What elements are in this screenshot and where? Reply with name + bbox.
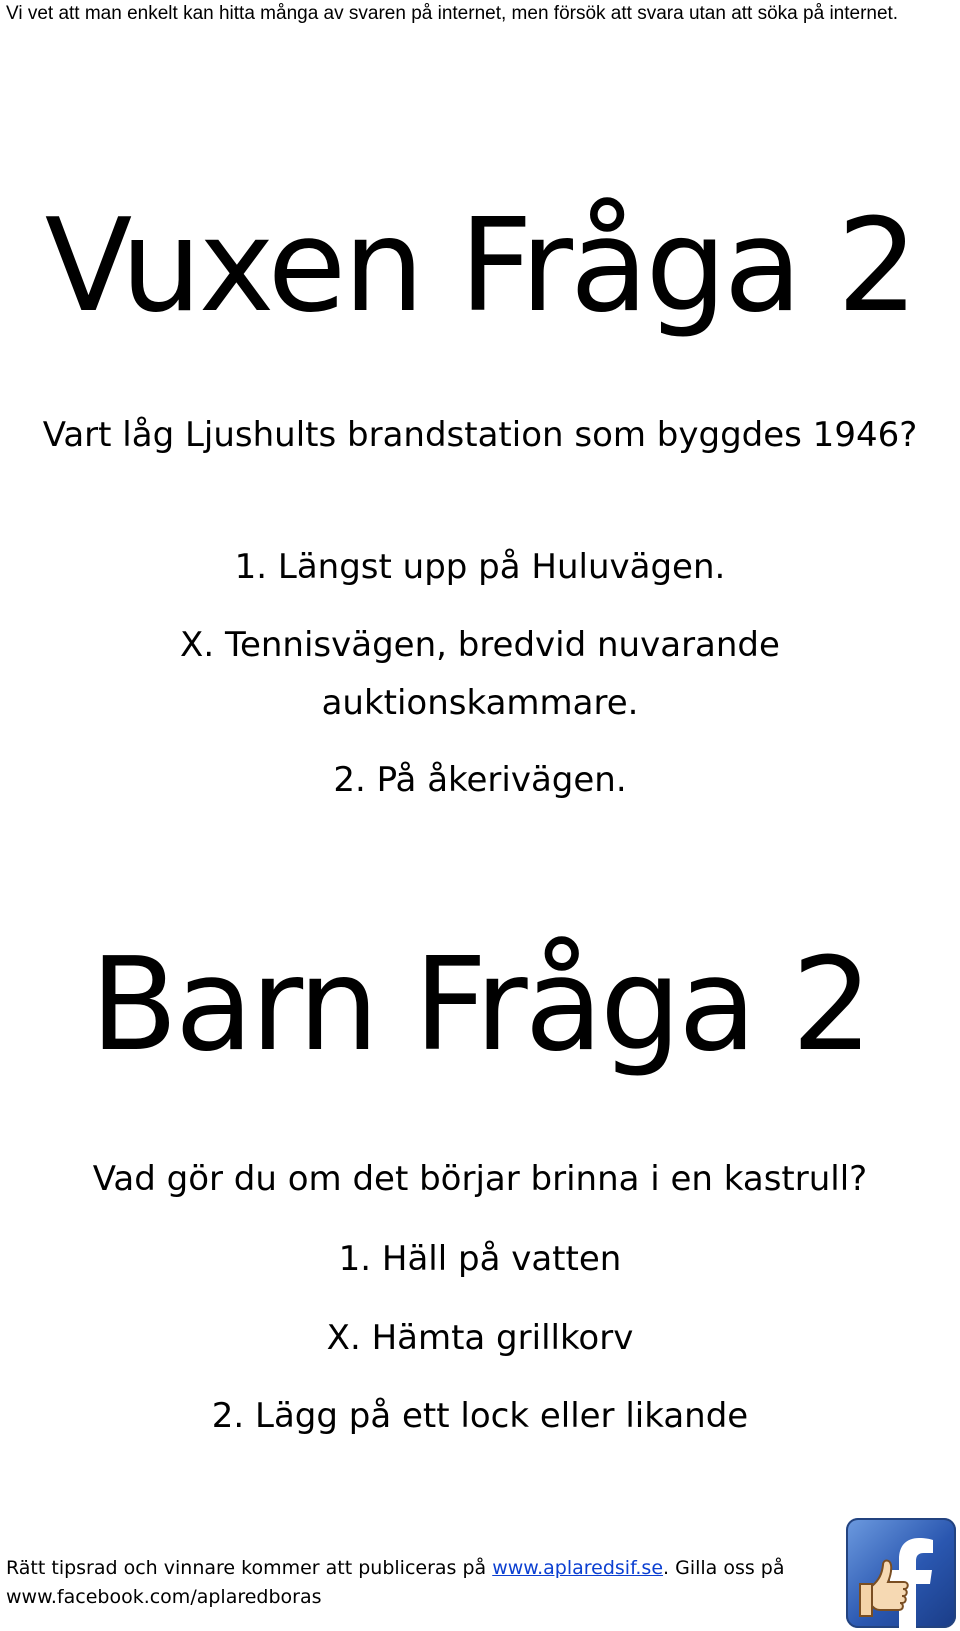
footer [6, 1554, 826, 1612]
website-link[interactable]: www.aplaredsif.se [492, 1557, 664, 1579]
adult-question-text: Vart låg Ljushults brandstation som byggdes 1946? [42, 415, 918, 455]
facebook-like-icon-graphic [846, 1518, 956, 1628]
facebook-url-text: www.facebook.com/aplaredboras [6, 1586, 322, 1608]
footer-line-1 [6, 1554, 826, 1583]
child-option-1: 1. Häll på vatten [338, 1239, 622, 1279]
child-option-2: 2. Lägg på ett lock eller likande [211, 1396, 749, 1436]
footer-text-before-link: Rätt tipsrad och vinnare kommer att publiceras på [6, 1557, 493, 1579]
adult-question-heading: Vuxen Fråga 2 [44, 192, 916, 341]
adult-option-1: 1. Längst upp på Huluvägen. [234, 547, 726, 587]
child-option-x: X. Hämta grillkorv [326, 1318, 634, 1358]
footer-text-after-link: . Gilla oss på [663, 1557, 785, 1579]
adult-option-x-line1: X. Tennisvägen, bredvid nuvarande [180, 625, 780, 665]
child-question-heading: Barn Fråga 2 [90, 931, 870, 1080]
child-question-text: Vad gör du om det börjar brinna i en kastrull? [92, 1159, 868, 1199]
facebook-like-icon[interactable] [846, 1518, 956, 1628]
adult-option-2: 2. På åkerivägen. [333, 760, 627, 800]
intro-note: Vi vet att man enkelt kan hitta många av svaren på internet, men försök att svara utan att söka på internet. [6, 3, 899, 24]
adult-option-x-line2: auktionskammare. [321, 683, 639, 723]
